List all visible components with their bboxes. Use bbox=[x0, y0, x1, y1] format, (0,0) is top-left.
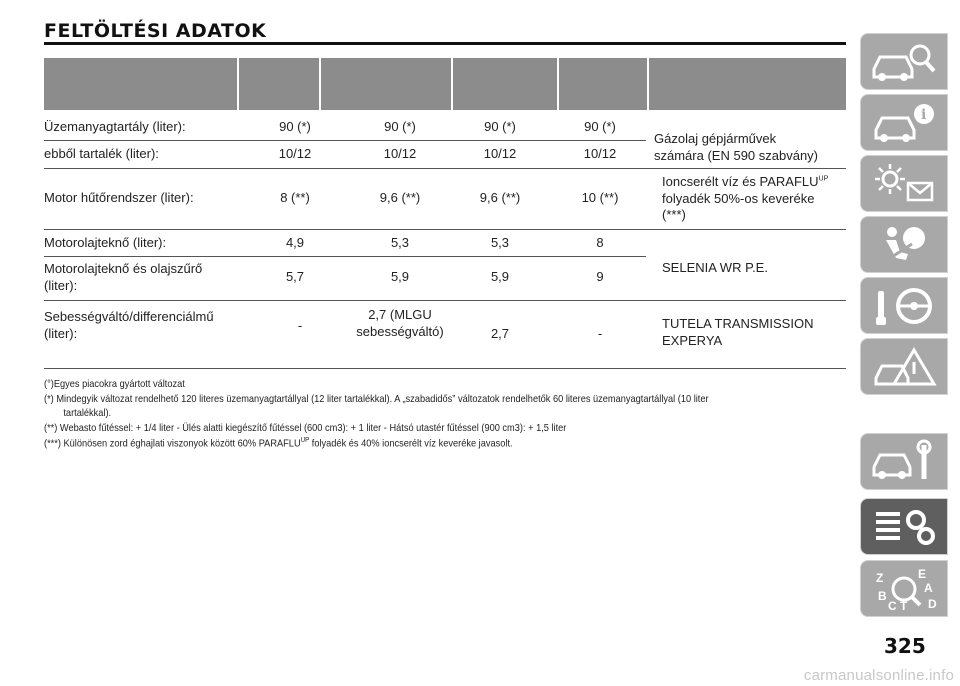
tab-technical-data[interactable] bbox=[860, 498, 948, 555]
row-divider bbox=[44, 256, 646, 257]
car-search-icon bbox=[868, 39, 940, 85]
tab-maintenance[interactable] bbox=[860, 433, 948, 490]
table-cell: 9,6 (**) bbox=[379, 189, 421, 205]
table-cell: 8 bbox=[596, 234, 604, 250]
index-letter: T bbox=[900, 598, 908, 612]
table-cell: - bbox=[297, 317, 303, 333]
header-divider bbox=[557, 58, 559, 110]
table-cell: 90 (*) bbox=[384, 118, 416, 134]
tab-car-search[interactable] bbox=[860, 33, 948, 90]
svg-text:i: i bbox=[921, 106, 927, 123]
table-cell: 10/12 bbox=[383, 145, 417, 161]
table-cell: 5,9 bbox=[390, 268, 410, 284]
table-bottom-rule bbox=[44, 368, 846, 369]
table-cell: 5,3 bbox=[390, 234, 410, 250]
footnotes bbox=[44, 377, 846, 451]
breakdown-warning-icon bbox=[868, 344, 940, 390]
row-label-fuel-tank: Üzemanyagtartály (liter): bbox=[44, 118, 186, 134]
header-fluids: Előírt üzemanyagok és eredeti kenőanyagok bbox=[677, 10, 818, 40]
car-info-icon bbox=[868, 100, 940, 146]
table-cell: 2,7 (MLGU sebességváltó) bbox=[356, 307, 444, 339]
row-label-oil-filter: Motorolajteknő és olajszűrő (liter): bbox=[44, 261, 203, 293]
tab-car-info[interactable] bbox=[860, 94, 948, 151]
table-cell: 9 bbox=[596, 268, 604, 284]
footnote: (***) Különösen zord éghajlati viszonyok között 60% $PARAFLU^{UP}$ folyadék és 40% ioncserélt víz keveréke javasolt. bbox=[44, 436, 513, 450]
tab-warning-lights[interactable] bbox=[860, 155, 948, 212]
tab-starting-driving[interactable] bbox=[860, 277, 948, 334]
header-divider bbox=[237, 58, 239, 110]
row-divider bbox=[44, 168, 846, 169]
page-number: 325 bbox=[884, 634, 926, 658]
table-cell: 10/12 bbox=[583, 145, 617, 161]
table-cell: 5,9 bbox=[490, 268, 510, 284]
header-divider bbox=[647, 58, 649, 110]
row-divider bbox=[44, 300, 846, 301]
fluid-fuel: Gázolaj gépjárművek számára (EN 590 szabvány) bbox=[654, 131, 819, 163]
index-letter: Z bbox=[876, 570, 884, 585]
table-cell: 5,3 bbox=[490, 234, 510, 250]
row-divider bbox=[44, 229, 846, 230]
row-divider bbox=[44, 140, 646, 141]
table-cell: 9,6 (**) bbox=[479, 189, 521, 205]
car-service-icon bbox=[868, 439, 940, 485]
table-cell: 10 (**) bbox=[581, 189, 619, 205]
footnote: (**) Webasto fűtéssel: + 1/4 liter - Ülés alatti kiegészítő fűtéssel (600 cm3): + 1 liter - Hátsó utastér fűtéssel (900 cm3): + 1,5 liter bbox=[44, 422, 567, 435]
header-115-multijet: 115 Multijet (°) bbox=[242, 10, 314, 40]
index-letter: A bbox=[924, 580, 933, 595]
table-cell: 10/12 bbox=[278, 145, 312, 161]
steering-key-icon bbox=[868, 283, 940, 329]
table-cell: 90 (*) bbox=[584, 118, 616, 134]
footnote: tartalékkal). bbox=[63, 407, 112, 420]
table-cell: 4,9 bbox=[285, 234, 305, 250]
index-letter: C bbox=[888, 598, 897, 612]
header-divider bbox=[319, 58, 321, 110]
index-letter: E bbox=[918, 566, 927, 581]
footnote: (°)Egyes piacokra gyártott változat bbox=[44, 378, 185, 390]
tab-emergency[interactable] bbox=[860, 338, 948, 395]
fluid-coolant: Ioncserélt víz és $PARAFLU^{UP}$ folyadék 50%-os keveréke (***) bbox=[662, 173, 829, 223]
table-cell: 5,7 bbox=[285, 268, 305, 284]
watermark: carmanualsonline.info bbox=[803, 667, 954, 684]
page-title: FELTÖLTÉSI ADATOK bbox=[44, 20, 267, 42]
table-header bbox=[44, 58, 846, 110]
table-cell: - bbox=[597, 325, 603, 341]
table-cell: 90 (*) bbox=[279, 118, 311, 134]
footnote: (*) Mindegyik változat rendelhető 120 literes üzemanyagtartállyal (12 liter tartalékkal). A „szabadidős” változatok rendelhetők 60 literes üzemanyagtartállyal (10 liter bbox=[44, 392, 709, 405]
warning-lights-icon bbox=[868, 161, 940, 207]
header-150-multijet: 150 Multijet bbox=[469, 17, 540, 33]
row-label-gearbox: Sebességváltó/differenciálmű (liter): bbox=[44, 309, 214, 341]
header-110-130-multijet: 110 (°)/130 Multijet bbox=[353, 11, 417, 40]
table-cell: 2,7 bbox=[490, 325, 510, 341]
index-letter: D bbox=[928, 596, 937, 611]
row-label-reserve: ebből tartalék (liter): bbox=[44, 145, 159, 161]
alphabetical-index-icon bbox=[868, 566, 940, 612]
index-letter: B bbox=[878, 588, 887, 603]
table-cell: 8 (**) bbox=[280, 189, 310, 205]
table-cell: 10/12 bbox=[483, 145, 517, 161]
table-cell: 90 (*) bbox=[484, 118, 516, 134]
header-divider bbox=[451, 58, 453, 110]
fluid-engine-oil: SELENIA WR P.E. bbox=[662, 259, 768, 275]
tab-safety[interactable] bbox=[860, 216, 948, 273]
row-label-coolant: Motor hűtőrendszer (liter): bbox=[44, 189, 194, 205]
header-180-multijet-power: 180 Multijet Power bbox=[567, 10, 639, 40]
technical-data-icon bbox=[868, 504, 940, 550]
row-label-oil-sump: Motorolajteknő (liter): bbox=[44, 234, 167, 250]
airbag-passenger-icon bbox=[868, 222, 940, 268]
fluid-gearbox: TUTELA TRANSMISSION EXPERYA bbox=[662, 316, 814, 348]
tab-alphabetical-index[interactable] bbox=[860, 560, 948, 617]
